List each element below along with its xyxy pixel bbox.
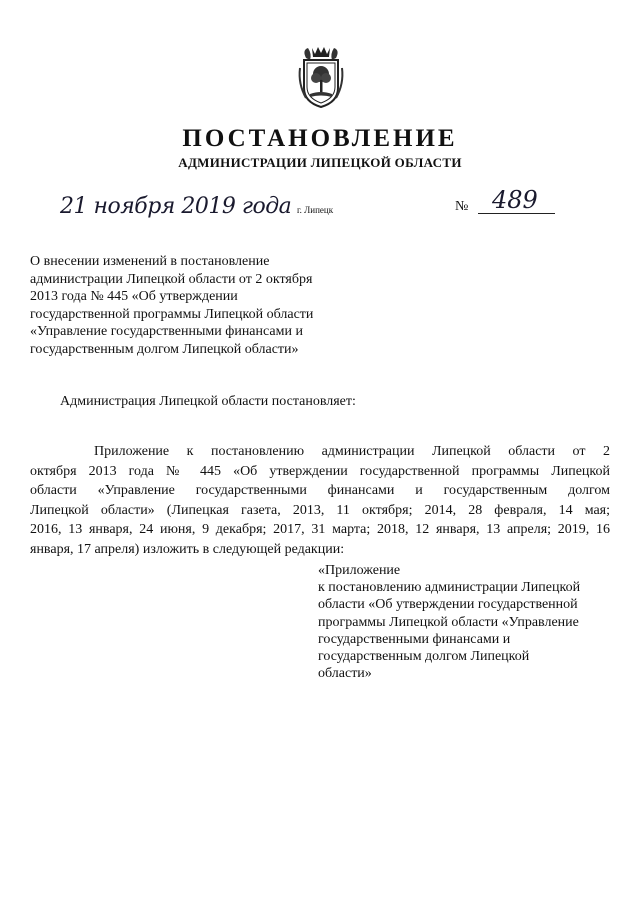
handwritten-number: 489 [492, 186, 538, 214]
city-label: г. Липецк [297, 205, 334, 215]
body-line: Липецкой области» (Липецкая газета, 2013, 11 октября; 2014, 28 февраля, 14 мая; [30, 502, 610, 518]
subject-line: 2013 года № 445 «Об утверждении [30, 289, 238, 305]
document-issuer: АДМИНИСТРАЦИИ ЛИПЕЦКОЙ ОБЛАСТИ [178, 155, 462, 170]
body-line: Приложение к постановлению администрации Липецкой области от 2 [94, 444, 610, 459]
handwritten-date: 21 ноября 2019 года [60, 194, 292, 219]
subject-line: государственным долгом Липецкой области» [30, 341, 299, 357]
subject-line: «Управление государственными финансами и [30, 324, 303, 340]
appendix-line: к постановлению администрации Липецкой [318, 580, 581, 596]
coat-of-arms-emblem [296, 44, 346, 110]
appendix-line: «Приложение [318, 563, 401, 578]
appendix-line: области «Об утверждении государственной [318, 597, 578, 613]
resolution-body [30, 442, 610, 559]
subject-line: государственной программы Липецкой области [30, 306, 314, 322]
appendix-line: программы Липецкой области «Управление [318, 614, 579, 630]
appendix-line: государственными финансами и [318, 631, 511, 647]
resolution-intro: Администрация Липецкой области постановляет: [60, 394, 356, 409]
appendix-header [318, 562, 618, 682]
number-label: № [455, 199, 469, 214]
subject-line: О внесении изменений в постановление [30, 254, 270, 269]
subject-line: администрации Липецкой области от 2 октября [30, 271, 313, 287]
body-line: января, 17 апреля) изложить в следующей редакции: [30, 541, 345, 557]
appendix-line: области» [318, 666, 372, 682]
body-line: 2016, 13 января, 24 июня, 9 декабря; 2017, 31 марта; 2018, 12 января, 13 апреля; 2019, 16 [30, 522, 610, 537]
document-title: ПОСТАНОВЛЕНИЕ [182, 125, 458, 152]
body-line: области «Управление государственными финансами и государственным долгом [30, 483, 610, 498]
body-line: октября 2013 года № 445 «Об утверждении государственной программы Липецкой [30, 463, 610, 479]
appendix-line: государственным долгом Липецкой [318, 649, 530, 665]
document-subject [30, 253, 360, 359]
